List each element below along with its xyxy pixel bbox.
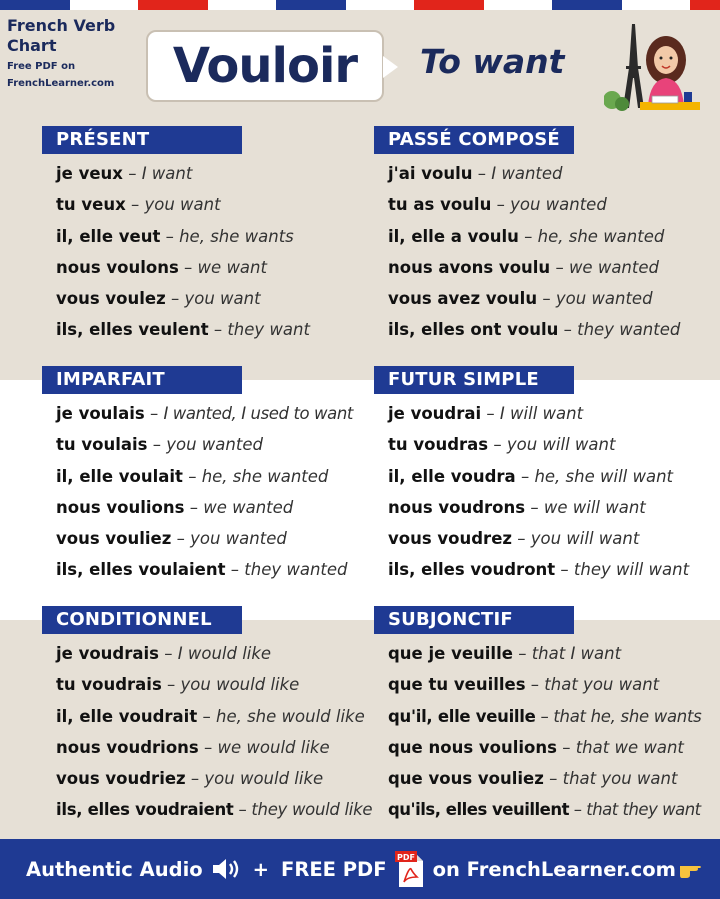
section-heading-futur-simple: FUTUR SIMPLE — [374, 366, 574, 394]
conj-en: he, she will want — [534, 466, 674, 486]
conj-en: you will want — [506, 435, 616, 455]
conjugation-row — [388, 398, 704, 429]
conj-dash: – — [540, 706, 549, 726]
conj-fr: il, elle voulait — [56, 466, 183, 486]
brand-title-line1: French Verb — [7, 16, 116, 35]
conj-en: they would like — [251, 800, 373, 820]
conj-dash: – — [486, 404, 495, 423]
conj-fr: tu voulais — [56, 435, 148, 455]
conj-dash: – — [477, 164, 486, 183]
section-heading-present: PRÉSENT — [42, 126, 242, 154]
conj-fr: que je veuille — [388, 644, 513, 663]
conj-fr: j'ai voulu — [388, 164, 473, 183]
footer-plus: + — [252, 857, 269, 881]
conj-dash: – — [152, 435, 161, 455]
conj-dash: – — [213, 320, 223, 340]
conjugation-row — [388, 283, 704, 314]
conj-fr: nous avons voulu — [388, 257, 551, 277]
conj-dash: – — [190, 769, 200, 789]
conj-fr: vous avez voulu — [388, 289, 538, 309]
conj-dash: – — [563, 320, 572, 340]
pointing-hand-icon — [678, 859, 702, 879]
conj-dash: – — [517, 529, 526, 549]
conjugation-row — [56, 763, 372, 794]
conj-fr: je voulais — [56, 404, 145, 423]
conj-fr: il, elle veut — [56, 226, 161, 246]
conj-fr: vous voudriez — [56, 769, 186, 789]
conjugation-row — [388, 221, 704, 252]
conj-dash: – — [524, 226, 533, 246]
conj-en: you wanted — [190, 529, 287, 549]
conj-fr: il, elle a voulu — [388, 226, 519, 246]
conj-fr: tu voudras — [388, 435, 489, 455]
conjugation-row — [56, 189, 372, 220]
conj-fr: nous voulions — [56, 497, 185, 517]
conj-fr: nous voulons — [56, 257, 179, 277]
conj-en: we wanted — [203, 497, 294, 517]
conj-dash: – — [130, 195, 140, 215]
conj-dash: – — [238, 800, 247, 820]
conj-fr: ils, elles voudraient — [56, 800, 234, 820]
conj-dash: – — [170, 289, 180, 309]
section-heading-imparfait: IMPARFAIT — [42, 366, 242, 394]
conj-dash: – — [189, 497, 198, 517]
conj-dash: – — [230, 560, 240, 580]
pdf-badge-label: PDF — [396, 853, 415, 862]
conj-en: we want — [197, 257, 267, 277]
conjugation-row — [388, 189, 704, 220]
conj-dash: – — [188, 466, 197, 486]
conj-dash: – — [164, 644, 173, 663]
conj-fr: ils, elles veulent — [56, 320, 209, 340]
conjugation-row — [388, 523, 704, 554]
conj-en: I wanted — [491, 164, 563, 183]
footer-banner[interactable] — [0, 839, 720, 899]
section-heading-subjonctif: SUBJONCTIF — [374, 606, 574, 634]
conj-dash: – — [530, 497, 539, 517]
speaker-icon — [211, 857, 241, 881]
conjugation-row — [388, 314, 704, 345]
conj-dash: – — [128, 164, 137, 183]
conj-en: that they want — [586, 800, 701, 820]
conjugation-row — [388, 732, 704, 763]
conj-en: that you want — [544, 675, 660, 695]
conj-en: we would like — [217, 737, 330, 757]
conj-en: that he, she wants — [553, 706, 702, 726]
conj-fr: je voudrai — [388, 404, 482, 423]
conjugation-row — [56, 732, 372, 763]
conj-en: they want — [227, 320, 310, 340]
conjugation-row — [56, 794, 372, 825]
footer-site-text: on FrenchLearner.com — [432, 857, 676, 881]
conj-fr: tu voudrais — [56, 675, 162, 695]
verb-title: Vouloir — [172, 38, 358, 94]
conj-fr: vous voulez — [56, 289, 166, 309]
conj-fr: ils, elles ont voulu — [388, 320, 559, 340]
conjugation-row — [388, 158, 704, 189]
conj-en: that I want — [531, 644, 622, 663]
conj-dash: – — [493, 435, 502, 455]
conj-en: you want — [144, 195, 221, 215]
flag-stripes — [0, 0, 720, 10]
conj-dash: – — [204, 737, 213, 757]
pdf-file-icon — [395, 849, 425, 889]
conjugation-row — [56, 554, 372, 585]
brand-title-line2: Chart — [7, 36, 57, 55]
conj-dash: – — [542, 289, 551, 309]
footer-audio-text: Authentic Audio — [26, 857, 203, 881]
conj-dash: – — [518, 644, 527, 663]
conjugation-row — [388, 554, 704, 585]
conjugation-row — [388, 492, 704, 523]
conj-en: he, she wanted — [201, 466, 329, 486]
conjugation-row — [56, 638, 372, 669]
conj-en: he, she would like — [215, 706, 365, 726]
conj-en: I want — [141, 164, 193, 183]
conj-fr: qu'il, elle veuille — [388, 706, 536, 726]
conj-fr: tu as voulu — [388, 195, 492, 215]
conj-en: he, she wants — [179, 226, 294, 246]
conj-fr: je veux — [56, 164, 123, 183]
brand-block — [7, 16, 147, 90]
conj-fr: ils, elles voudront — [388, 560, 556, 580]
conj-dash: – — [549, 769, 558, 789]
conj-en: we will want — [543, 497, 646, 517]
conj-fr: je voudrais — [56, 644, 159, 663]
conj-en: they will want — [573, 560, 690, 580]
conj-dash: – — [555, 257, 564, 277]
verb-translation: To want — [420, 42, 565, 81]
conj-fr: nous voudrons — [388, 497, 526, 517]
conj-dash: – — [149, 404, 159, 423]
brand-sub-line1: Free PDF on — [7, 61, 76, 72]
conj-en: you wanted — [510, 195, 607, 215]
conjugation-row — [56, 283, 372, 314]
conj-dash: – — [560, 560, 569, 580]
conj-fr: ils, elles voulaient — [56, 560, 226, 580]
conjugation-row — [388, 763, 704, 794]
conj-fr: il, elle voudrait — [56, 706, 198, 726]
conjugation-row — [56, 158, 372, 189]
conj-fr: que vous vouliez — [388, 769, 544, 789]
conj-fr: tu veux — [56, 195, 126, 215]
conj-en: you wanted — [555, 289, 653, 309]
student-eiffel-illustration — [604, 18, 704, 118]
conj-en: they wanted — [244, 560, 348, 580]
conjugation-row — [388, 429, 704, 460]
conjugation-row — [56, 221, 372, 252]
footer-pdf-text: FREE PDF — [281, 857, 387, 881]
conjugation-row — [388, 461, 704, 492]
conj-en: you want — [184, 289, 261, 309]
conj-en: you would like — [180, 675, 300, 695]
conj-fr: vous voudrez — [388, 529, 512, 549]
section-imparfait — [42, 366, 372, 586]
conjugation-row — [388, 638, 704, 669]
conjugation-row — [56, 523, 372, 554]
conj-fr: que nous voulions — [388, 737, 557, 757]
conj-en: that we want — [575, 737, 684, 757]
conjugation-row — [56, 398, 372, 429]
conjugation-row — [388, 252, 704, 283]
section-futur-simple — [374, 366, 704, 586]
conjugation-row — [56, 669, 372, 700]
section-heading-passe-compose: PASSÉ COMPOSÉ — [374, 126, 574, 154]
conjugation-row — [388, 701, 704, 732]
conj-fr: qu'ils, elles veuillent — [388, 800, 569, 820]
conj-en: you would like — [204, 769, 324, 789]
conjugation-row — [56, 492, 372, 523]
conj-dash: – — [573, 800, 582, 820]
conj-dash: – — [202, 706, 211, 726]
conjugation-row — [56, 429, 372, 460]
conj-fr: vous vouliez — [56, 529, 172, 549]
conjugation-row — [388, 669, 704, 700]
conj-en: you wanted — [166, 435, 263, 455]
conj-dash: – — [496, 195, 505, 215]
conjugation-row — [56, 461, 372, 492]
conj-fr: que tu veuilles — [388, 675, 526, 695]
section-conditionnel — [42, 606, 372, 826]
conj-en: we wanted — [568, 257, 659, 277]
section-present — [42, 126, 372, 346]
conj-dash: – — [562, 737, 571, 757]
conj-dash: – — [165, 226, 174, 246]
conj-fr: nous voudrions — [56, 737, 199, 757]
conj-en: I wanted, I used to want — [163, 404, 353, 423]
conj-dash: – — [530, 675, 540, 695]
conj-dash: – — [167, 675, 176, 695]
conj-en: I will want — [499, 404, 584, 423]
section-passe-compose — [374, 126, 704, 346]
conjugation-row — [56, 252, 372, 283]
conjugation-row — [56, 314, 372, 345]
conj-en: I would like — [177, 644, 272, 663]
conjugation-row — [388, 794, 704, 825]
brand-sub-line2: FrenchLearner.com — [7, 78, 115, 89]
conj-dash: – — [520, 466, 530, 486]
conj-en: he, she wanted — [537, 226, 665, 246]
conj-en: you will want — [530, 529, 640, 549]
conj-dash: – — [176, 529, 185, 549]
conj-en: that you want — [562, 769, 678, 789]
conj-en: they wanted — [577, 320, 681, 340]
conj-fr: il, elle voudra — [388, 466, 516, 486]
conj-dash: – — [184, 257, 193, 277]
section-subjonctif — [374, 606, 704, 826]
section-heading-conditionnel: CONDITIONNEL — [42, 606, 242, 634]
title-bubble — [146, 30, 384, 102]
conjugation-row — [56, 701, 372, 732]
